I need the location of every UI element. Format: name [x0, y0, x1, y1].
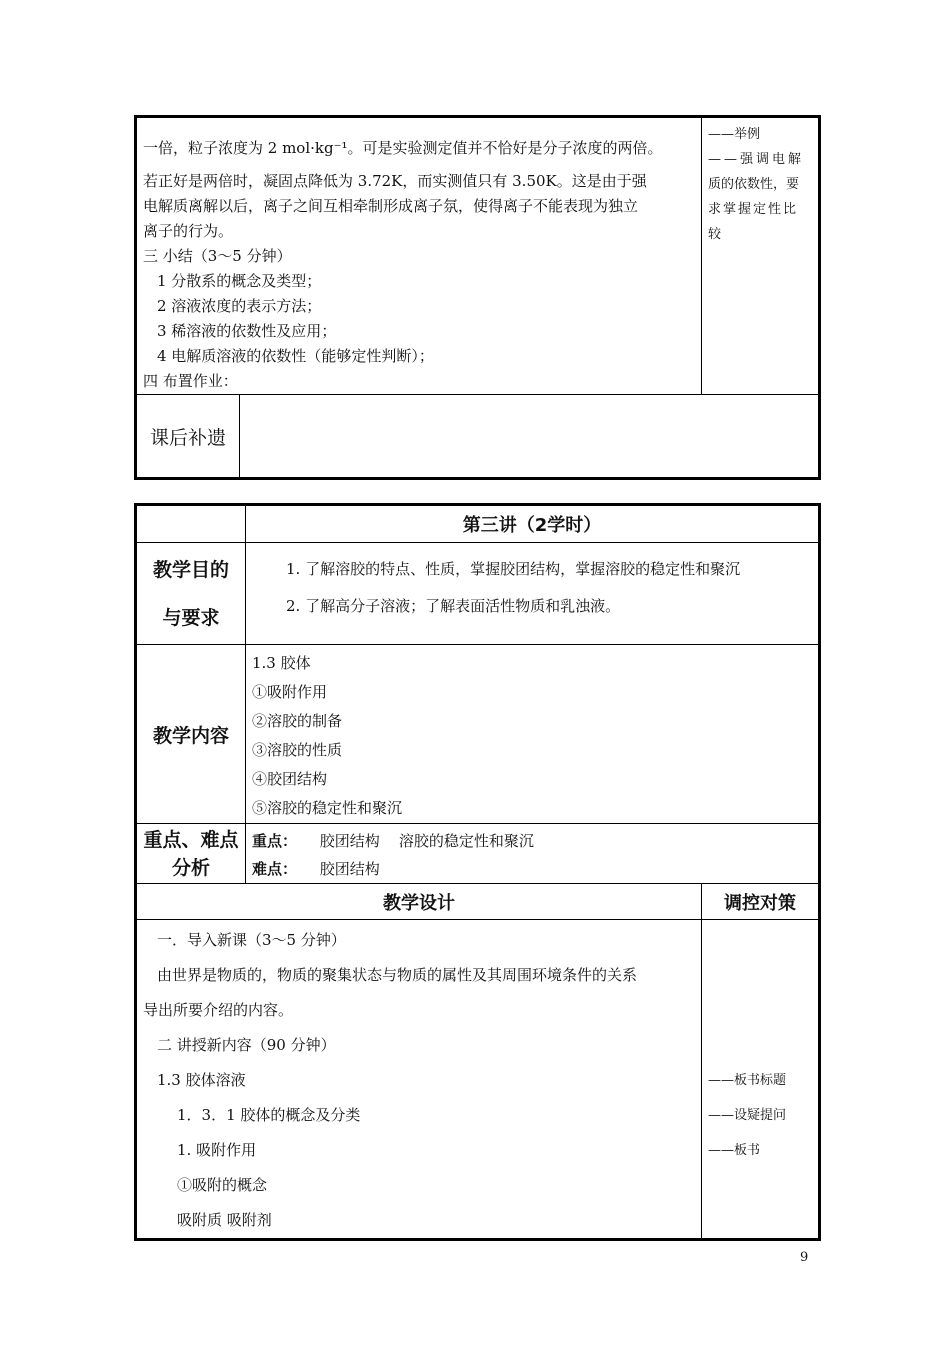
- design-line: 导出所要介绍的内容。: [143, 1001, 294, 1019]
- design-header: 教学设计: [136, 884, 702, 920]
- text-line: 三 小结（3～5 分钟）: [143, 247, 292, 265]
- objectives-content: [246, 543, 820, 645]
- lecture-title: 第三讲（2学时）: [246, 505, 820, 543]
- text-line: 4 电解质溶液的依数性（能够定性判断）；: [157, 347, 434, 365]
- difficult-point-row: [252, 855, 812, 883]
- content-item: ①吸附作用: [252, 683, 328, 701]
- key-label-line2: 分析: [171, 856, 210, 879]
- objective-item: 1. 了解溶胶的特点、性质，掌握胶团结构，掌握溶胶的稳定性和聚沉: [286, 560, 741, 578]
- content-label: 教学内容: [136, 645, 246, 824]
- content-item: ③溶胶的性质: [252, 741, 343, 759]
- key-label: [136, 824, 246, 884]
- side-note: 较: [708, 227, 722, 242]
- design-line: 1.3 胶体溶液: [157, 1071, 246, 1089]
- control-note: ——板书: [708, 1143, 761, 1158]
- lecture-table: [134, 503, 821, 1241]
- design-line: 一．导入新课（3～5 分钟）: [157, 931, 346, 949]
- design-line: 二 讲授新内容（90 分钟）: [157, 1036, 336, 1054]
- content-list: [246, 645, 820, 824]
- content-item: ⑤溶胶的稳定性和聚沉: [252, 799, 403, 817]
- supplement-label: 课后补遗: [136, 395, 240, 479]
- content-item: ④胶团结构: [252, 770, 328, 788]
- text-line: 离子的行为。: [143, 222, 234, 240]
- supplement-content: [240, 395, 820, 479]
- title-corner: [136, 505, 246, 543]
- difficult-point-label: 难点：: [252, 860, 298, 878]
- control-note: ——设疑提问: [708, 1108, 787, 1123]
- key-content: [246, 824, 820, 884]
- control-header: 调控对策: [702, 884, 820, 920]
- side-note: ——举例: [708, 127, 761, 142]
- text-line: 2 溶液浓度的表示方法；: [157, 297, 322, 315]
- design-line: 吸附质 吸附剂: [177, 1211, 272, 1229]
- side-notes: [702, 117, 820, 395]
- difficult-point-text: 胶团结构: [319, 860, 380, 878]
- text-line: 1 分散系的概念及类型；: [157, 272, 322, 290]
- control-content: [702, 920, 820, 1240]
- side-note: 质的依数性，要: [708, 177, 800, 192]
- text-line: 若正好是两倍时，凝固点降低为 3.72K，而实测值只有 3.50K。这是由于强: [143, 172, 647, 190]
- continuation-body: [136, 117, 702, 395]
- side-note: 求掌握定性比: [708, 202, 799, 217]
- design-line: 1．3．1 胶体的概念及分类: [177, 1106, 361, 1124]
- objectives-label: [136, 543, 246, 645]
- text-line: 四 布置作业：: [143, 372, 238, 390]
- text-line: 3 稀溶液的依数性及应用；: [157, 322, 337, 340]
- continuation-table: [134, 115, 821, 480]
- design-line: 1. 吸附作用: [177, 1141, 257, 1159]
- design-line: ①吸附的概念: [177, 1176, 268, 1194]
- key-point-label: 重点：: [252, 832, 298, 850]
- side-note: ——强调电解: [708, 152, 805, 167]
- text-line: 一倍，粒子浓度为 2 mol·kg⁻¹。可是实验测定值并不恰好是分子浓度的两倍。: [143, 139, 663, 157]
- design-content: [136, 920, 702, 1240]
- key-point-text: 胶团结构 溶胶的稳定性和聚沉: [319, 832, 534, 850]
- control-note: ——板书标题: [708, 1073, 787, 1088]
- objectives-label-line1: 教学目的: [152, 558, 229, 581]
- key-point-row: [252, 827, 812, 855]
- key-label-line1: 重点、难点: [143, 828, 239, 851]
- page-number: 9: [800, 1250, 809, 1265]
- content-item: ②溶胶的制备: [252, 712, 343, 730]
- objective-item: 2. 了解高分子溶液；了解表面活性物质和乳浊液。: [286, 597, 621, 615]
- text-line: 电解质离解以后，离子之间互相牵制形成离子氛，使得离子不能表现为独立: [143, 197, 639, 215]
- design-line: 由世界是物质的，物质的聚集状态与物质的属性及其周围环境条件的关系: [157, 966, 638, 984]
- content-item: 1.3 胶体: [252, 654, 311, 672]
- objectives-label-line2: 与要求: [162, 606, 220, 629]
